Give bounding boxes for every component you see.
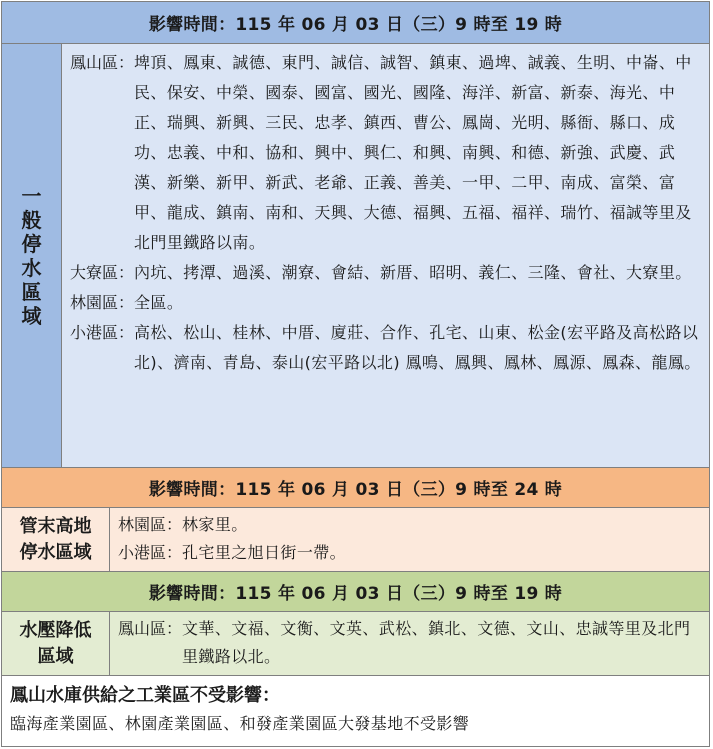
district-areas: 全區。 xyxy=(134,293,184,312)
lowpressure-row xyxy=(2,612,709,676)
district-entry xyxy=(118,539,703,567)
highland-outage-areas xyxy=(110,508,709,571)
highland-time-header xyxy=(2,468,709,508)
district-name: 小港區 xyxy=(118,543,167,562)
district-name: 林園區 xyxy=(118,515,167,534)
label-char: 停 xyxy=(21,231,42,256)
general-time-header xyxy=(2,2,709,44)
colon: ： xyxy=(118,323,135,342)
colon: ： xyxy=(166,543,183,562)
district-entry xyxy=(118,615,703,671)
industrial-zone-row xyxy=(2,676,709,746)
district-name: 鳳山區 xyxy=(70,53,119,72)
lowpressure-label xyxy=(2,612,110,675)
district-entry xyxy=(70,318,703,378)
district-areas: 內坑、拷潭、過溪、潮寮、會結、新厝、昭明、義仁、三隆、會社、大寮里。 xyxy=(134,263,692,282)
district-areas: 孔宅里之旭日街一帶。 xyxy=(182,543,347,562)
district-name: 林園區 xyxy=(70,293,119,312)
general-outage-areas xyxy=(62,44,709,467)
general-outage-row xyxy=(2,44,709,468)
district-areas: 埤頂、鳳東、誠德、東門、誠信、誠智、鎮東、過埤、誠義、生明、中崙、中民、保安、中榮、國泰、國富、國光、國隆、海洋、新富、新泰、海光、中正、瑞興、新興、三民、忠孝、鎮西、曹公、鳳崗、光明、縣衙、縣口、成功、忠義、中和、協和、興中、興仁、和興、南興、和德、新強、武慶、武漢、新樂、新甲、新武、老爺、正義、善美、一甲、二甲、南成、富榮、富甲、龍成、鎮南、南和、天興、大德、福興、五福、福祥、瑞竹、福誠等里及北門里鐵路以南。 xyxy=(134,53,692,252)
district-areas: 高松、松山、桂林、中厝、廈莊、合作、孔宅、山東、松金(宏平路及高松路以北)、濟南、青島、泰山(宏平路以北) 鳳鳴、鳳興、鳳林、鳳源、鳳森、龍鳳。 xyxy=(134,323,701,372)
highland-time-text: 影響時間：115 年 06 月 03 日（三）9 時至 24 時 xyxy=(148,480,563,500)
label-line: 停水區域 xyxy=(19,541,92,563)
lowpressure-time-header xyxy=(2,572,709,612)
district-entry xyxy=(70,258,703,288)
district-entry xyxy=(118,511,703,539)
district-areas: 林家里。 xyxy=(182,515,248,534)
district-entry xyxy=(70,48,703,258)
highland-outage-label xyxy=(2,508,110,571)
highland-outage-row xyxy=(2,508,709,572)
lowpressure-time-text: 影響時間：115 年 06 月 03 日（三）9 時至 19 時 xyxy=(148,584,563,604)
general-outage-label xyxy=(2,44,62,467)
label-char: 般 xyxy=(21,207,42,232)
district-name: 大寮區 xyxy=(70,263,119,282)
label-line: 管末高地 xyxy=(19,515,92,537)
colon: ： xyxy=(118,263,135,282)
colon: ： xyxy=(166,515,183,534)
district-areas: 文華、文福、文衡、文英、武松、鎮北、文德、文山、忠誠等里及北門里鐵路以北。 xyxy=(182,619,691,666)
industrial-title: 鳳山水庫供給之工業區不受影響： xyxy=(10,685,280,706)
label-char: 域 xyxy=(21,303,42,328)
water-outage-notice xyxy=(1,1,710,747)
label-char: 水 xyxy=(21,255,42,280)
general-time-text: 影響時間：115 年 06 月 03 日（三）9 時至 19 時 xyxy=(148,15,563,35)
label-line: 水壓降低 xyxy=(19,619,92,641)
industrial-text: 臨海產業園區、林園產業園區、和發產業園區大發基地不受影響 xyxy=(10,714,470,733)
label-line: 區域 xyxy=(37,645,74,667)
district-name: 小港區 xyxy=(70,323,119,342)
label-char: 區 xyxy=(21,279,42,304)
colon: ： xyxy=(118,53,135,72)
lowpressure-areas xyxy=(110,612,709,675)
district-name: 鳳山區 xyxy=(118,619,167,638)
colon: ： xyxy=(166,619,183,638)
colon: ： xyxy=(118,293,135,312)
label-char: 一 xyxy=(21,183,42,208)
district-entry xyxy=(70,288,703,318)
